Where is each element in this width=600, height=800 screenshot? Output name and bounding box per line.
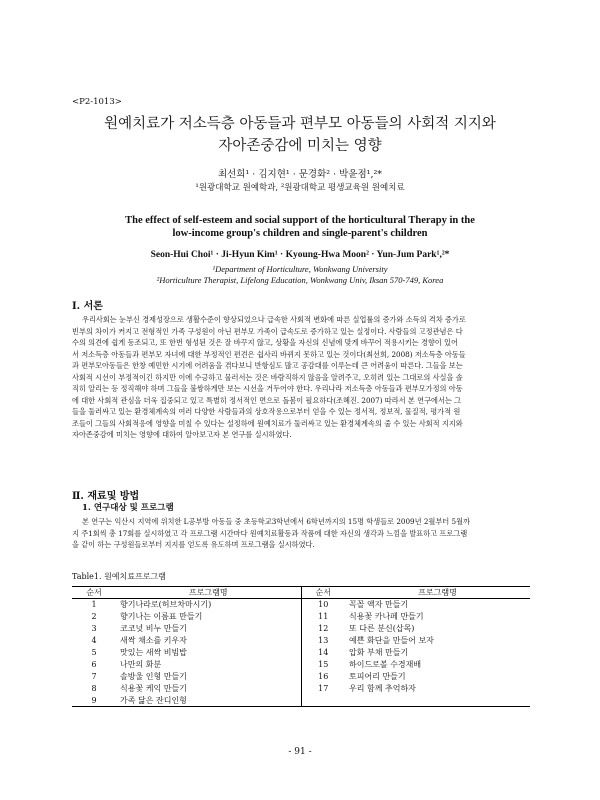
cell-program: 예쁜 화단을 만들어 보자 (349, 636, 434, 645)
intro-line: 자아존중감에 미치는 영향에 대하여 알아보고자 본 연구를 실시하였다. (72, 430, 292, 439)
title-english-line-1: The effect of self-esteem and social support of the horticultural Therapy in the (125, 215, 475, 226)
cell-program: 식용꽃 케익 만들기 (120, 684, 187, 693)
header-program-2: 프로그램명 (345, 587, 530, 599)
paper-code: <P2-1013> (72, 97, 122, 107)
title-korean-line-1: 원예치료가 저소득층 아동들과 편부모 아동들의 사회적 지지와 (104, 116, 496, 132)
cell-order: 3 (91, 624, 97, 633)
intro-line: 사회적 시선이 부정적이긴 하지만 이에 수긍하고 물러서는 것은 바람직하지 않음을 알려주고, 오히려 있는 그대로의 사실을 솔 (72, 372, 463, 382)
authors-korean: 최선희¹ · 김지현¹ · 문경화² · 박윤점¹,²* (217, 169, 383, 180)
intro-line: 에 대한 사회적 관심을 더욱 집중되고 있고 특별히 정서적인 면으로 돌봄이 필요하다(조혜진. 2007) 따라서 본 연구에서는 그 (72, 395, 462, 405)
authors-english: Seon-Hui Choi¹ · Ji-Hyun Kim¹ · Kyoung-Hwa Moon² · Yun-Jum Park¹,²* (150, 250, 450, 260)
header-program-1: 프로그램명 (116, 587, 301, 599)
cell-order: 10 (301, 599, 345, 611)
method-line: 본 연구는 익산시 지역에 위치한 L공부방 아동들 중 초등학교3학년에서 6학년까지의 15명 학생들로 2009년 2월부터 5월까 (82, 517, 470, 526)
table-row (72, 683, 530, 695)
cell-program: 우리 함께 추억하자 (349, 684, 416, 693)
methods-paragraph (72, 516, 530, 551)
cell-order: 13 (301, 635, 345, 647)
page-number: - 91 - (288, 747, 312, 757)
program-table (72, 586, 530, 707)
cell-program: 압화 부채 만들기 (349, 648, 409, 657)
intro-line: 서 저소득층 아동들과 편부모 자녀에 대한 부정적인 편견은 쉽사리 바뀌지 못하고 있는 것이다(최선희, 2008) 저소득층 아동들 (72, 349, 466, 359)
intro-line: 들을 둘러싸고 있는 환경체계속의 여러 다양한 사람들과의 상호작용으로부터 얻을 수 있는 정서적, 정보적, 물질적, 평가적 원 (72, 407, 461, 416)
intro-line: 수의 의견에 쉽게 동조되고, 또 한번 형성된 것은 잘 바꾸지 않고, 상황을 자신의 신념에 맞게 바꾸어 적용시키는 경향이 있어 (72, 338, 458, 347)
title-korean-line-2: 자아존중감에 미치는 영향 (218, 138, 382, 154)
section-heading-methods: Ⅱ. 재료및 방법 (72, 491, 140, 502)
method-line: 을 같이 하는 구성원들로부터 지지를 얻도록 유도하며 프로그램을 실시하였다. (72, 540, 315, 549)
affiliation-english-1: ¹Department of Horticulture, Wonkwang University (212, 264, 388, 274)
cell-order: 7 (91, 672, 97, 681)
table-caption: Table1. 원예치료프로그램 (72, 572, 166, 581)
cell-order: 16 (301, 671, 345, 683)
table-row (72, 599, 530, 611)
cell-program: 솔방울 인형 만들기 (120, 672, 187, 681)
cell-program: 코코넛 비누 만들기 (120, 624, 187, 633)
cell-order (301, 695, 345, 707)
subsection-heading-subjects: 1. 연구대상 및 프로그램 (82, 503, 174, 513)
table-row (72, 695, 530, 707)
section-heading-introduction: Ⅰ. 서론 (72, 301, 103, 312)
cell-program: 또 다른 분신(삽목) (349, 624, 415, 633)
table-row (72, 659, 530, 671)
cell-order: 5 (91, 648, 97, 657)
cell-order: 1 (91, 600, 97, 610)
title-english-line-2: low-income group's children and single-parent's children (172, 228, 428, 239)
cell-program: 하이드로볼 수경재배 (349, 660, 422, 669)
cell-program: 향기나라로(허브차마시기) (120, 600, 212, 610)
cell-order: 15 (301, 659, 345, 671)
intro-line: 조들이 그들의 사회적응에 영향을 미칠 수 있다는 설정하에 원예치료가 둘러싸고 있는 환경체계속의 줄 수 있는 사회적 지지와 (72, 418, 463, 428)
cell-order: 4 (91, 636, 97, 645)
table-row (72, 611, 530, 623)
header-order-1: 순서 (72, 587, 116, 599)
intro-line: 직히 알리는 등 정직해야 하며 그들을 불쌍하게만 보는 시선을 거두어야 한다. 우리나라 저소득층 아동들과 편부모가정의 아동 (72, 384, 463, 393)
introduction-paragraph (72, 314, 530, 441)
cell-program: 가족 닮은 잔디인형 (116, 695, 301, 707)
intro-line: 우리사회는 눈부신 경제성장으로 생활수준이 향상되었으나 급속한 사회적 변화에 따른 실업률의 증가와 소득의 격차 증가로 (82, 315, 466, 324)
intro-line: 빈부의 차이가 커지고 전형적인 가족 구성원이 아닌 편부모 가족이 급속도로 증가하고 있는 실정이다. 사람들의 고정관념은 다 (72, 326, 463, 336)
cell-program: 향기나는 이름표 만들기 (120, 612, 203, 621)
cell-order: 9 (72, 695, 116, 707)
cell-order: 14 (301, 647, 345, 659)
method-line: 지 주1회씩 총 17회를 실시하였고 각 프로그램 시간마다 원예치료활동과 작품에 대한 자신의 생각과 느낌을 발표하고 프로그램 (72, 528, 468, 538)
cell-order: 17 (301, 683, 345, 695)
cell-program: 식용꽃 카나페 만들기 (349, 612, 424, 621)
header-order-2: 순서 (301, 587, 345, 599)
cell-order: 8 (91, 684, 97, 693)
cell-order: 11 (301, 611, 345, 623)
cell-program: 맛있는 새싹 비빔밥 (120, 648, 187, 657)
cell-order: 6 (91, 660, 97, 669)
cell-program: 꼭꼴 액자 만들기 (349, 600, 409, 610)
table-row (72, 647, 530, 659)
cell-order: 12 (301, 623, 345, 635)
cell-program: 새싹 채소를 키우자 (120, 636, 187, 645)
intro-line: 과 편부모아동들은 한창 예민한 시기에 어려움을 겪다보니 반항심도 많고 공감대를 이루는데 큰 어려움이 따른다. 그들을 보는 (72, 361, 463, 370)
affiliation-korean: ¹원광대학교 원예학과, ²원광대학교 평생교육원 원예치료 (195, 183, 405, 193)
table-header-row (72, 587, 530, 599)
table-row (72, 671, 530, 683)
cell-order: 2 (91, 612, 97, 621)
affiliation-english-2: ²Horticulture Therapist, Lifelong Education, Wonkwang Univ, Iksan 570-749, Korea (156, 275, 444, 285)
cell-program (345, 695, 530, 707)
table-row (72, 635, 530, 647)
cell-program: 토피어리 만들기 (349, 672, 406, 681)
cell-program: 나만의 화분 (120, 660, 162, 669)
table-row (72, 623, 530, 635)
